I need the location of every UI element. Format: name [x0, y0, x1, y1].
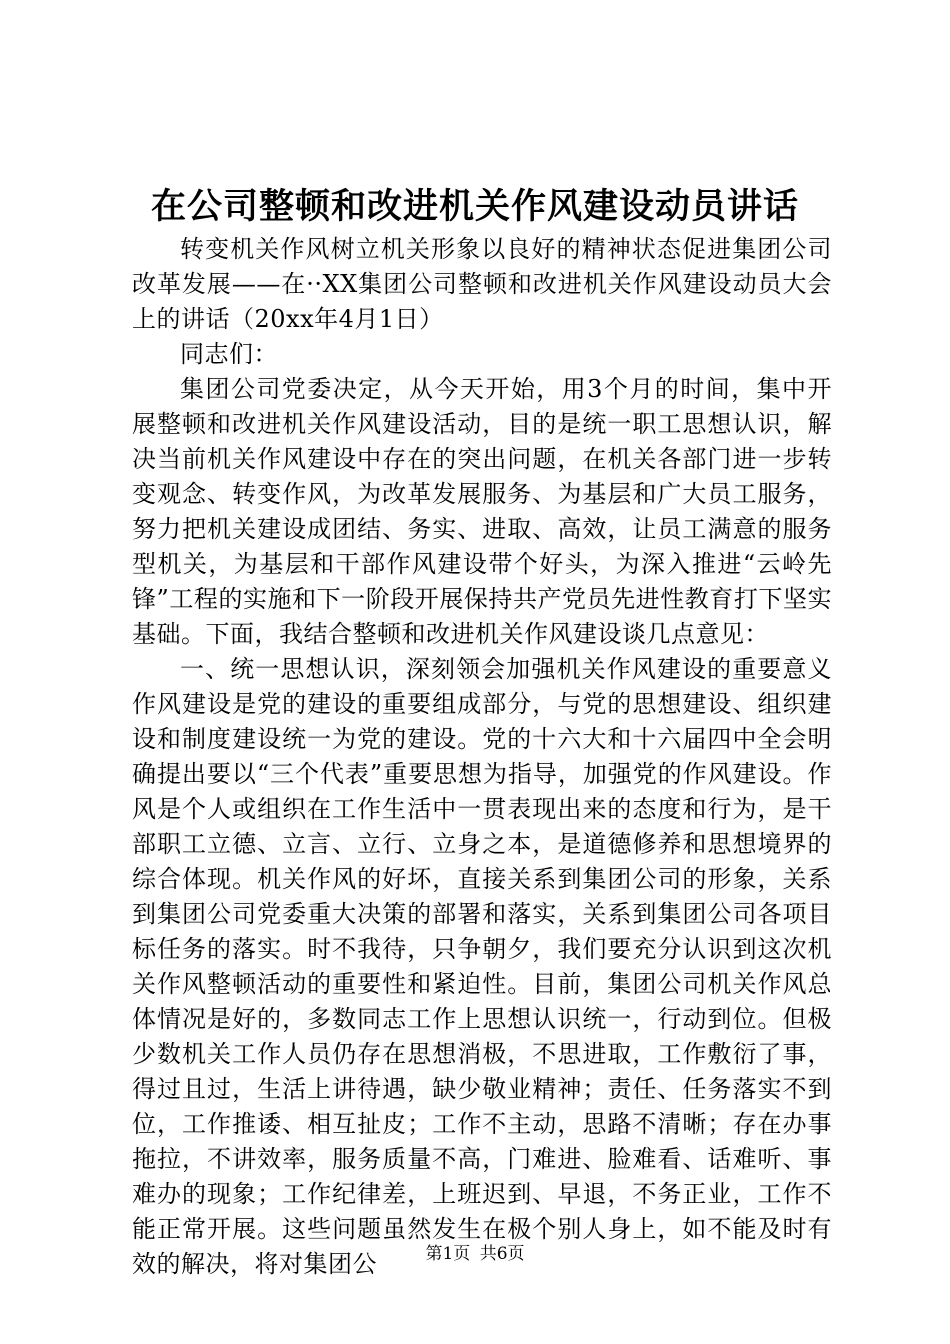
- page-number-total: 共6页: [479, 1244, 525, 1264]
- paragraph-intro: 集团公司党委决定，从今天开始，用3个月的时间，集中开展整顿和改进机关作风建设活动，目的是统一职工思想认识，解决当前机关作风建设中存在的突出问题，在机关各部门进一步转变观念、转变作风，为改革发展服务、为基层和广大员工服务，努力把机关建设成团结、务实、进取、高效，让员工满意的服务型机关，为基层和干部作风建设带个好头，为深入推进“云岭先锋”工程的实施和下一阶段开展保持共产党员先进性教育打下坚实基础。下面，我结合整顿和改进机关作风建设谈几点意见：: [132, 375, 832, 648]
- document-body: [132, 232, 832, 1282]
- paragraph-section-one: 一、统一思想认识，深刻领会加强机关作风建设的重要意义作风建设是党的建设的重要组成部分，与党的思想建设、组织建设和制度建设统一为党的建设。党的十六大和十六届四中全会明确提出要以“三个代表”重要思想为指导，加强党的作风建设。作风是个人或组织在工作生活中一贯表现出来的态度和行为，是干部职工立德、立言、立行、立身之本，是道德修养和思想境界的综合体现。机关作风的好坏，直接关系到集团公司的形象，关系到集团公司党委重大决策的部署和落实，关系到集团公司各项目标任务的落实。时不我待，只争朝夕，我们要充分认识到这次机关作风整顿活动的重要性和紧迫性。目前，集团公司机关作风总体情况是好的，多数同志工作上思想认识统一，行动到位。但极少数机关工作人员仍存在思想消极，不思进取，工作敷衍了事，得过且过，生活上讲待遇，缺少敬业精神；责任、任务落实不到位，工作推诿、相互扯皮；工作不主动，思路不清晰；存在办事拖拉，不讲效率，服务质量不高，门难进、脸难看、话难听、事难办的现象；工作纪律差，上班迟到、早退，不务正业，工作不能正常开展。这些问题虽然发生在极个别人身上，如不能及时有效的解决，将对集团公: [132, 655, 832, 1278]
- paragraph-subtitle: 转变机关作风树立机关形象以良好的精神状态促进集团公司改革发展——在··XX集团公司整顿和改进机关作风建设动员大会上的讲话（20xx年4月1日）: [132, 235, 832, 333]
- page-number-current: 第1页: [425, 1244, 471, 1264]
- paragraph-salutation: 同志们：: [180, 340, 278, 368]
- page-footer: [0, 1242, 950, 1266]
- document-title: 在公司整顿和改进机关作风建设动员讲话: [150, 186, 799, 227]
